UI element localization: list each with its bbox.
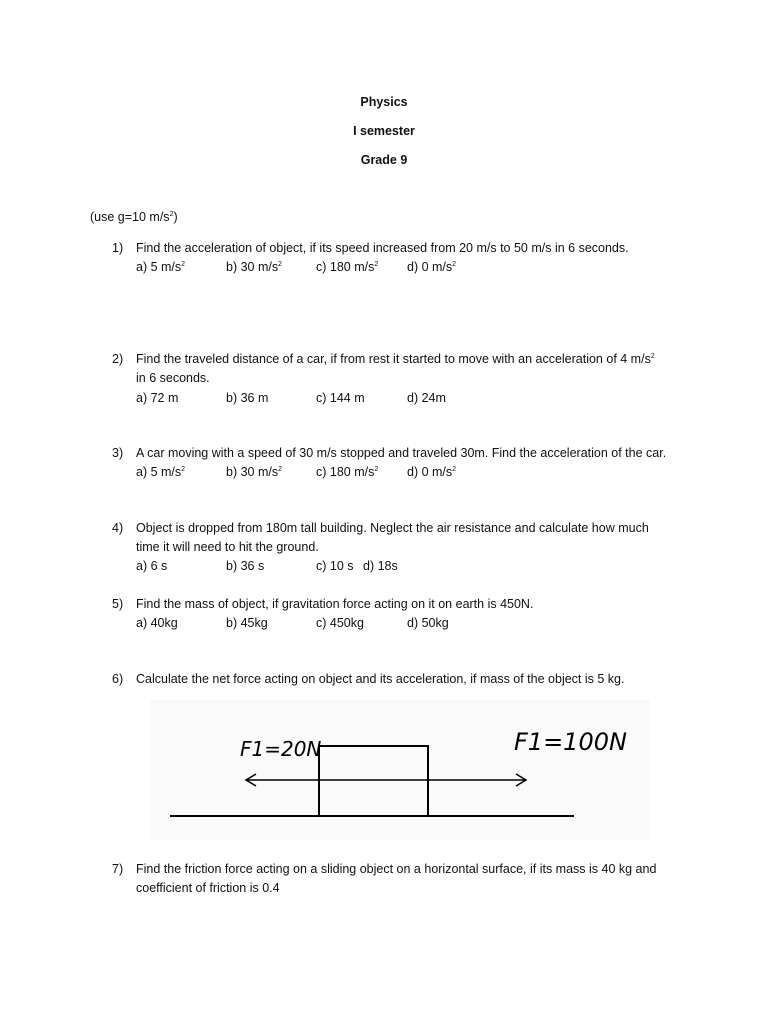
option-a: a) 6 s [136,559,168,573]
diagram-background [150,700,650,840]
question-4-text: Object is dropped from 180m tall building. Neglect the air resistance and calculate how much [136,521,649,535]
option-d: d) 18s [363,559,398,573]
option-c: c) 144 m [316,391,365,405]
option-d: d) 24m [407,391,446,405]
question-5-options [136,616,696,632]
question-7-number: 7) [112,862,124,876]
grade-label: Grade 9 [360,153,408,167]
option-b: b) 30 $m/s^2$ [226,465,283,479]
question-2-text: Find the traveled distance of a car, if from rest it started to move with an acceleration of 4 $m/s^2$ [136,352,655,366]
option-b: b) 30 $m/s^2$ [226,260,283,274]
question-2-text-line2: in 6 seconds. [136,371,210,385]
option-c: c) 180 $m/s^2$ [316,465,379,479]
gravity-note-text: (use g=10 m/s [90,210,170,224]
gravity-note-sup: 2 [169,211,174,218]
gravity-note [90,210,178,224]
option-d: d) 0 $m/s^2$ [407,465,457,479]
question-6-number: 6) [112,672,124,686]
option-c: c) 10 s [316,559,354,573]
question-1-options [136,260,696,276]
question-4-number: 4) [112,521,124,535]
question-3-number: 3) [112,446,124,460]
option-a: a) 40kg [136,616,178,630]
option-a: a) 5 $m/s^2$ [136,260,186,274]
left-force-label: F1=20N [240,737,322,761]
question-2-options [136,391,696,407]
option-a: a) 72 m [136,391,179,405]
question-4-text-line2: time it will need to hit the ground. [136,540,319,554]
question-7-text-line2: coefficient of friction is 0.4 [136,881,280,895]
question-7-text: Find the friction force acting on a sliding object on a horizontal surface, if its mass is 40 kg and [136,862,657,876]
question-1-text: Find the acceleration of object, if its speed increased from 20 m/s to 50 m/s in 6 seconds. [136,241,629,255]
question-1-number: 1) [112,241,124,255]
page-title: Physics [360,95,408,109]
option-b: b) 36 m [226,391,269,405]
question-5-number: 5) [112,597,124,611]
question-6-text: Calculate the net force acting on object and its acceleration, if mass of the object is 5 kg. [136,672,625,686]
question-4-options [136,559,696,575]
gravity-note-suffix: ) [173,210,178,224]
question-3-text: A car moving with a speed of 30 m/s stopped and traveled 30m. Find the acceleration of the car. [136,446,667,460]
option-d: d) 0 $m/s^2$ [407,260,457,274]
question-5-text: Find the mass of object, if gravitation force acting on it on earth is 450N. [136,597,534,611]
option-b: b) 45kg [226,616,268,630]
option-a: a) 5 $m/s^2$ [136,465,186,479]
right-force-label: F1=100N [514,728,627,756]
option-b: b) 36 s [226,559,265,573]
question-3-options [136,465,696,481]
option-c: c) 450kg [316,616,364,630]
question-2-number: 2) [112,352,124,366]
option-d: d) 50kg [407,616,449,630]
force-diagram [150,700,650,840]
option-c: c) 180 $m/s^2$ [316,260,379,274]
semester-label: I semester [353,124,415,138]
